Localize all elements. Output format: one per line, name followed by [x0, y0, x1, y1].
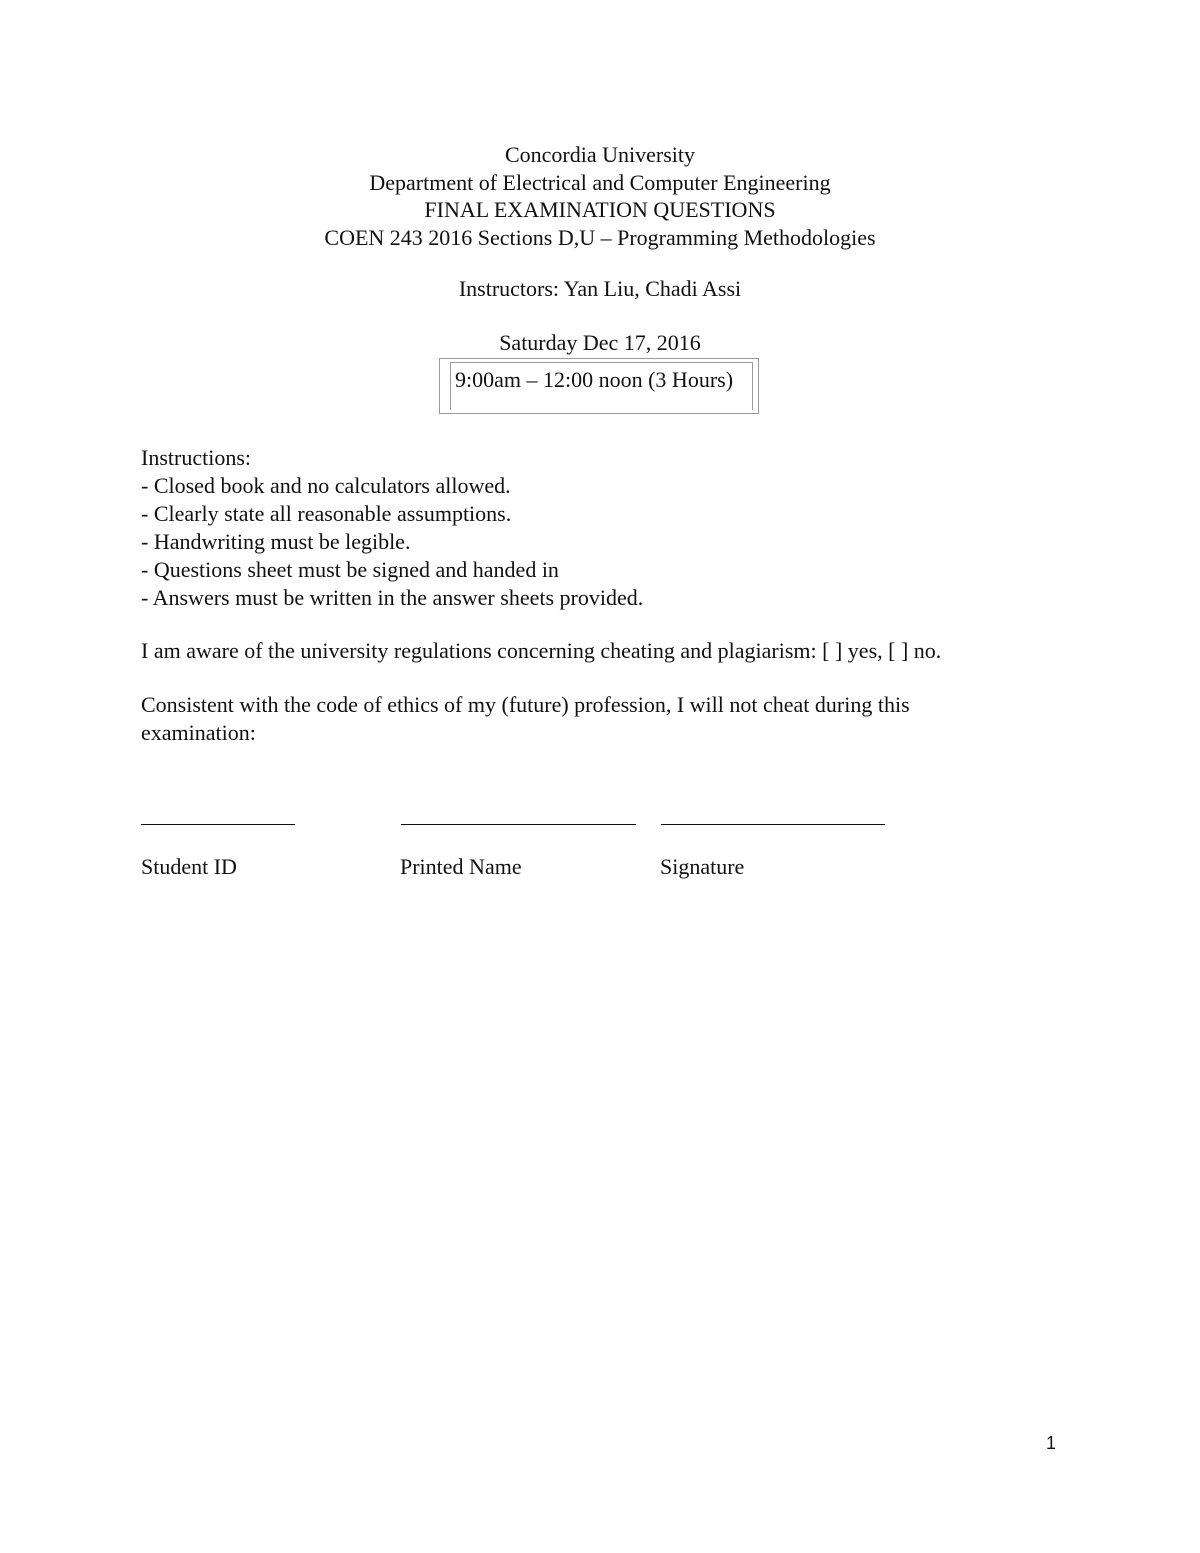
instruction-item: - Clearly state all reasonable assumptions.	[141, 501, 512, 526]
student-id-line	[141, 824, 295, 825]
university-name: Concordia University	[504, 142, 696, 167]
exam-header	[0, 141, 1200, 251]
printed-name-line	[401, 824, 636, 825]
instructions-block	[141, 444, 643, 612]
signature-label: Signature	[660, 854, 745, 879]
instructors-line: Instructors: Yan Liu, Chadi Assi	[458, 276, 742, 301]
exam-date: Saturday Dec 17, 2016	[499, 330, 701, 355]
ethics-statement: Consistent with the code of ethics of my (future) profession, I will not cheat during this examination:	[141, 692, 910, 745]
instruction-item: - Closed book and no calculators allowed.	[141, 473, 511, 498]
time-box-inner-frame	[450, 362, 753, 410]
exam-time-box	[439, 358, 759, 414]
page-number: 1	[1046, 1433, 1057, 1453]
awareness-statement: I am aware of the university regulations concerning cheating and plagiarism: [ ] yes, [ ] no.	[141, 638, 942, 663]
instruction-item: - Questions sheet must be signed and handed in	[141, 557, 559, 582]
exam-time: 9:00am – 12:00 noon (3 Hours)	[455, 367, 734, 392]
instruction-item: - Handwriting must be legible.	[141, 529, 411, 554]
instructions-heading: Instructions:	[141, 445, 251, 470]
printed-name-label: Printed Name	[400, 854, 522, 879]
department-name: Department of Electrical and Computer Engineering	[369, 169, 831, 195]
student-id-label: Student ID	[141, 854, 237, 879]
course-title: COEN 243 2016 Sections D,U – Programming Methodologies	[324, 224, 876, 250]
exam-title: FINAL EXAMINATION QUESTIONS	[424, 197, 776, 222]
signature-line	[661, 824, 885, 825]
instruction-item: - Answers must be written in the answer sheets provided.	[141, 585, 644, 610]
